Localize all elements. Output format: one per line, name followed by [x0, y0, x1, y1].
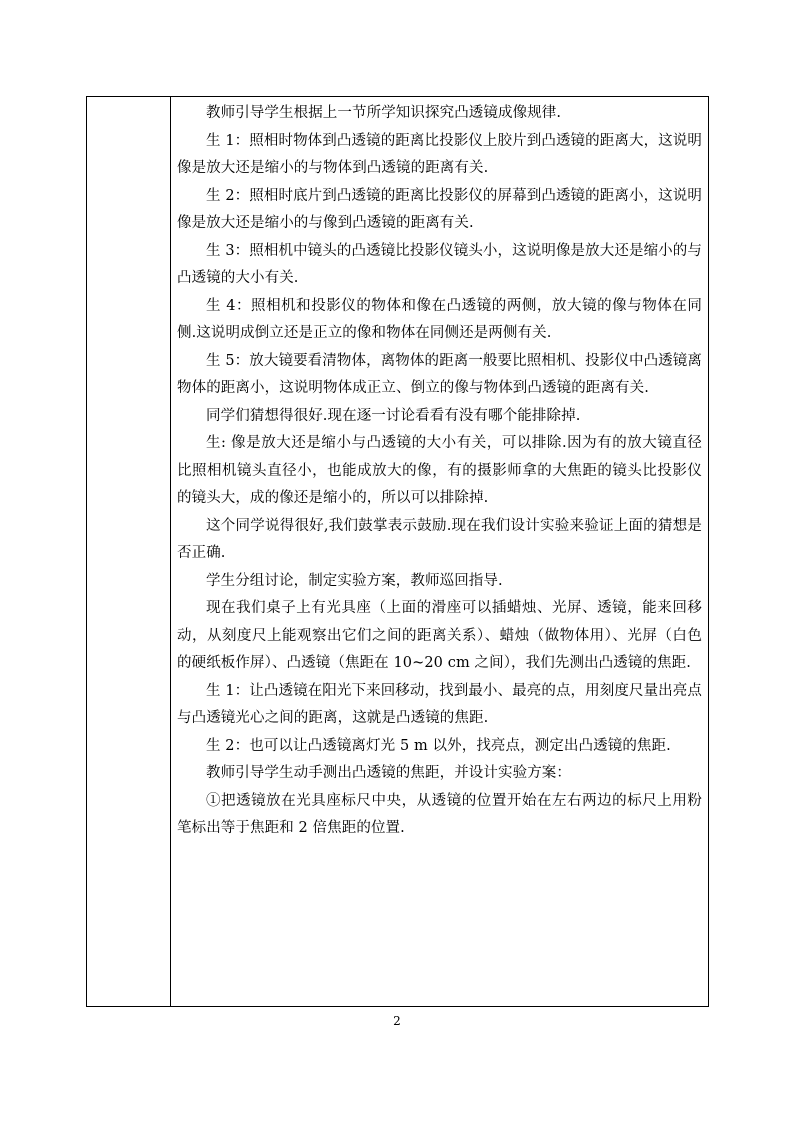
paragraph: 生 1：照相时物体到凸透镜的距离比投影仪上胶片到凸透镜的距离大，这说明像是放大还是缩小的与物体到凸透镜的距离有关. — [177, 132, 702, 176]
paragraph: 这个同学说得很好,我们鼓掌表示鼓励.现在我们设计实验来验证上面的猜想是否正确. — [177, 517, 702, 561]
paragraph: 生 2：也可以让凸透镜离灯光 5 m 以外，找亮点，测定出凸透镜的焦距. — [206, 737, 671, 754]
paragraph: 生 3：照相机中镜头的凸透镜比投影仪镜头小，这说明像是放大还是缩小的与凸透镜的大小有关. — [177, 242, 702, 286]
table-content-cell — [171, 97, 708, 1006]
paragraph: 教师引导学生根据上一节所学知识探究凸透镜成像规律. — [206, 105, 562, 121]
paragraph: 同学们猜想得很好.现在逐一讨论看看有没有哪个能排除掉. — [206, 407, 581, 424]
paragraph: 生: 像是放大还是缩小与凸透镜的大小有关，可以排除.因为有的放大镜直径比照相机镜头直径小，也能成放大的像，有的摄影师拿的大焦距的镜头比投影仪的镜头大，成的像还是缩小的，所以可以排除掉. — [177, 435, 702, 506]
paragraph: 生 4：照相机和投影仪的物体和像在凸透镜的两侧，放大镜的像与物体在同侧.这说明成倒立还是正立的像和物体在同侧还是两侧有关. — [177, 297, 702, 341]
paragraph: 生 2：照相时底片到凸透镜的距离比投影仪的屏幕到凸透镜的距离小，这说明像是放大还是缩小的与像到凸透镜的距离有关. — [177, 187, 702, 231]
page-number: 2 — [393, 1014, 401, 1028]
table-left-cell — [87, 97, 171, 1006]
paragraph: ①把透镜放在光具座标尺中央，从透镜的位置开始在左右两边的标尺上用粉笔标出等于焦距和 2 倍焦距的位置. — [177, 792, 702, 836]
paragraph: 生 1：让凸透镜在阳光下来回移动，找到最小、最亮的点，用刻度尺量出亮点与凸透镜光心之间的距离，这就是凸透镜的焦距. — [177, 682, 702, 726]
paragraph: 学生分组讨论，制定实验方案，教师巡回指导. — [206, 572, 503, 589]
lesson-table — [86, 96, 709, 1007]
paragraph: 教师引导学生动手测出凸透镜的焦距，并设计实验方案： — [206, 765, 571, 781]
paragraph: 现在我们桌子上有光具座（上面的滑座可以插蜡烛、光屏、透镜，能来回移动，从刻度尺上能观察出它们之间的距离关系）、蜡烛（做物体用）、光屏（白色的硬纸板作屏）、凸透镜（焦距在 10~20 cm 之间），我们先测出凸透镜的焦距. — [177, 600, 702, 671]
paragraph: 生 5：放大镜要看清物体，离物体的距离一般要比照相机、投影仪中凸透镜离物体的距离小，这说明物体成正立、倒立的像与物体到凸透镜的距离有关. — [177, 352, 702, 396]
